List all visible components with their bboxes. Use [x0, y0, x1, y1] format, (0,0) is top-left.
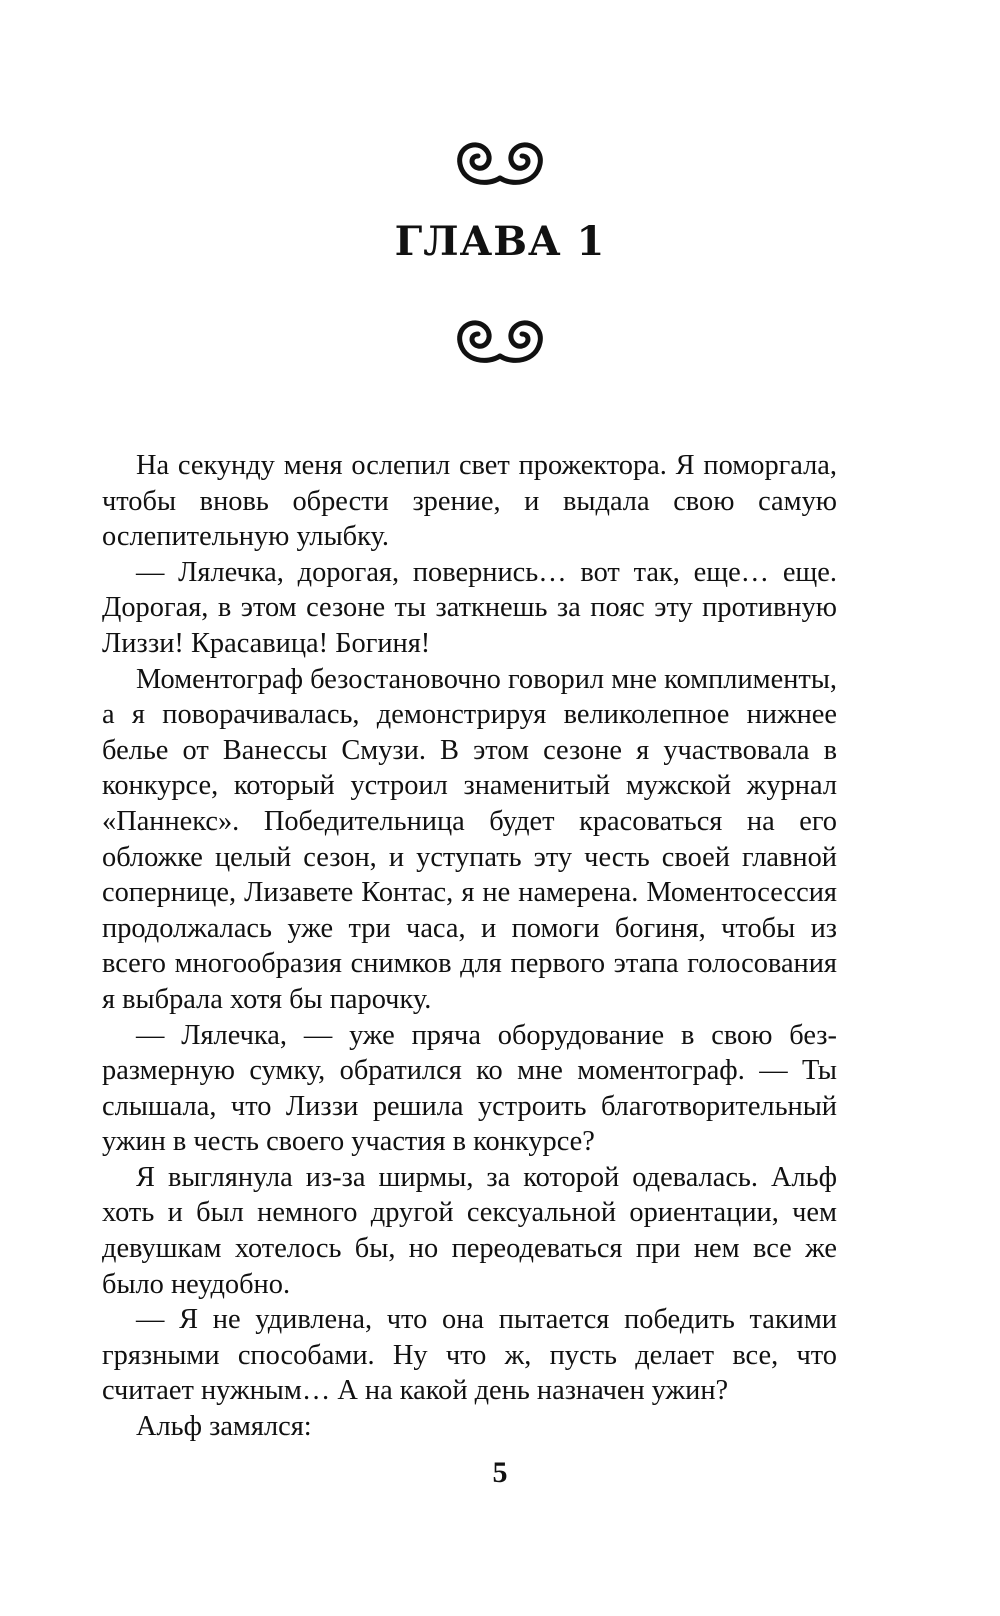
- paragraph: На секунду меня ослепил свет прожектора. Я поморгала, чтобы вновь обрести зрение, и выдала свою самую ослепительную улыбку.: [102, 450, 837, 553]
- paragraph: Моментограф безостановочно говорил мне комплименты, а я поворачивалась, демонстрируя великолепное нижнее белье от Ванессы Смузи. В этом сезоне я участвовала в конкурсе, который устроил знаменитый мужской журнал «Паннекс». Победительница будет красоваться на его обложке целый сезон, и уступать эту честь своей главной сопернице, Лизавете Контас, я не намерена. Моментосессия продолжалась уже три часа, и помоги богиня, чтобы из всего многообразия снимков для первого этапа голосования я выбрала хотя бы парочку.: [102, 663, 837, 1015]
- double-spiral-ornament-icon: [450, 132, 550, 192]
- paragraph: — Лялечка, дорогая, повернись… вот так, еще… еще. Дорогая, в этом сезоне ты заткнешь за пояс эту противную Лиззи! Красавица! Богиня!: [102, 556, 837, 659]
- double-spiral-ornament-icon: [450, 310, 550, 370]
- paragraph: — Лялечка, — уже пряча оборудование в свою безразмерную сумку, обратился ко мне моментограф. — Ты слышала, что Лиззи решила устроить благотворительный ужин в честь своего участия в конкурсе?: [102, 1019, 837, 1158]
- paragraph: Альф замялся:: [136, 1411, 312, 1443]
- chapter-title: ГЛАВА 1: [394, 218, 606, 265]
- paragraph: — Я не удивлена, что она пытается победить такими грязными способами. Ну что ж, пусть делает все, что считает нужным… А на какой день назначен ужин?: [102, 1304, 837, 1407]
- chapter-text: [102, 448, 837, 1445]
- page-number: 5: [492, 1456, 508, 1489]
- paragraph: Я выглянула из-за ширмы, за которой одевалась. Альф хоть и был немного другой сексуальной ориентации, чем девушкам хотелось бы, но переодеваться при нем все же было неудобно.: [102, 1161, 837, 1300]
